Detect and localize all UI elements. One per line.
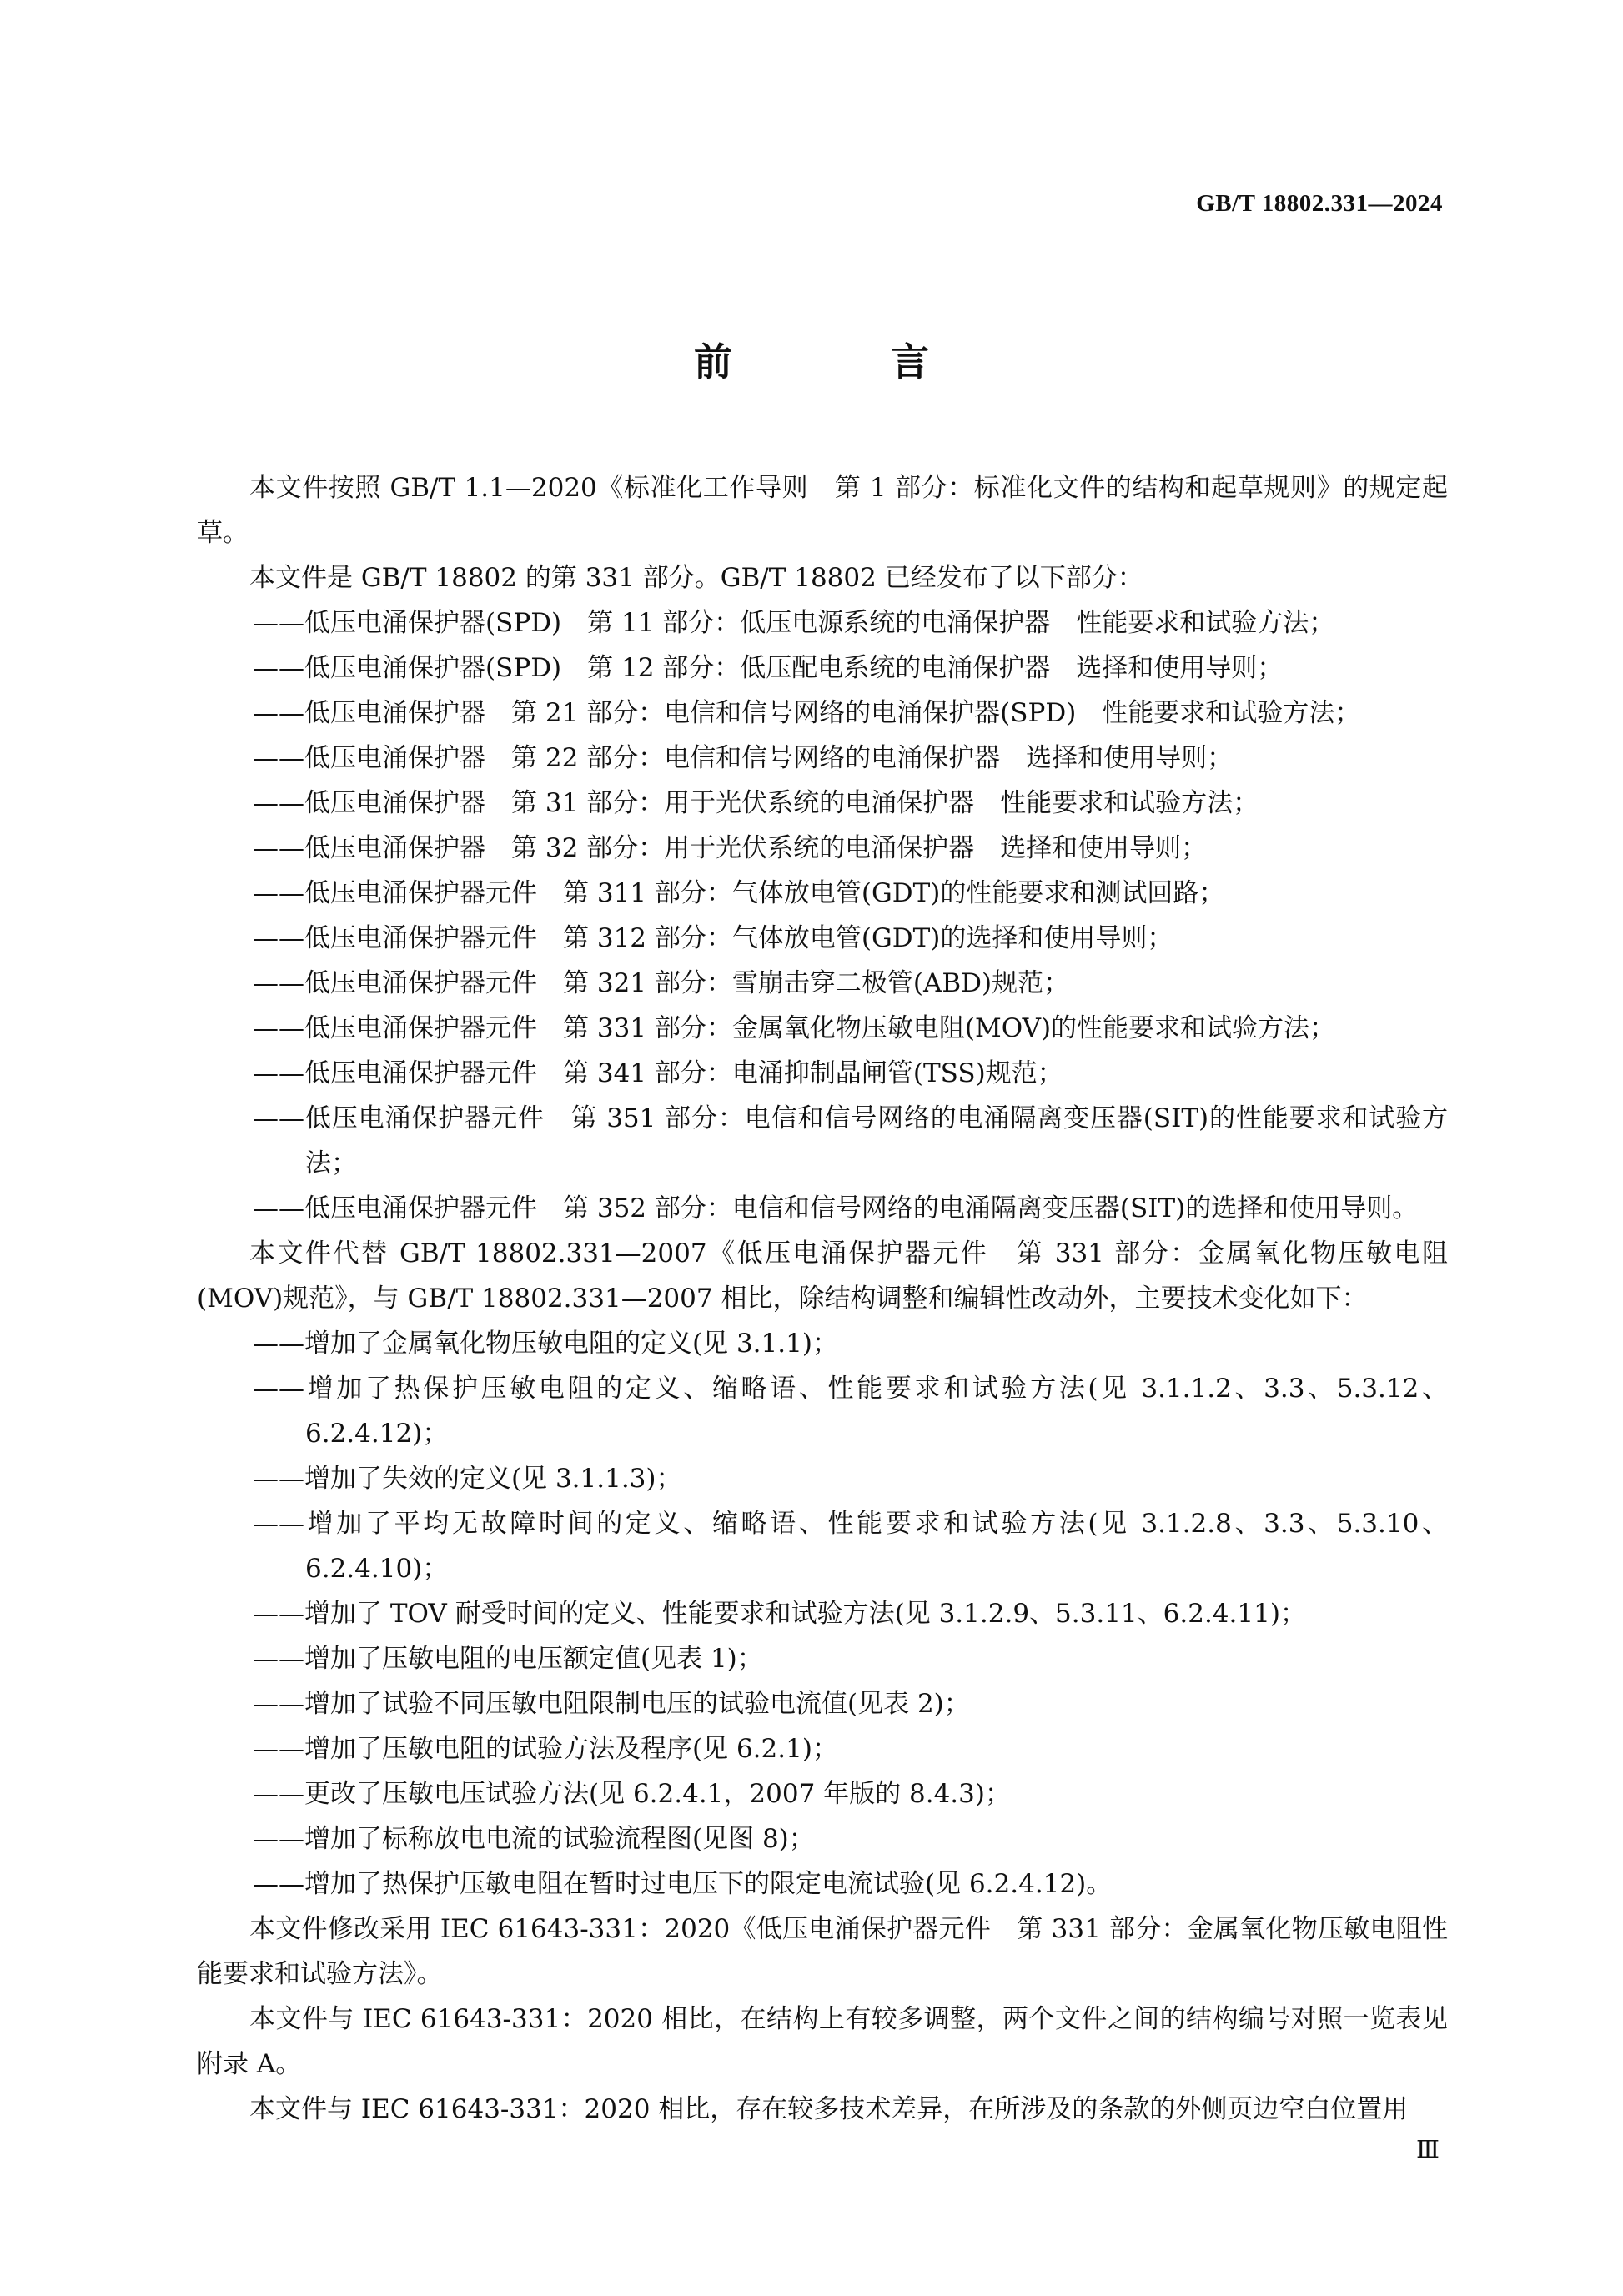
list-item: ——增加了标称放电电流的试验流程图(见图 8)； [253, 1824, 815, 1854]
paragraph-replaces: 本文件代替 GB/T 18802.331—2007《低压电涌保护器元件 第 331 部分：金属氧化物压敏电阻(MOV)规范》，与 GB/T 18802.331—2007 相比，除结构调整和编辑性改动外，主要技术变化如下： [197, 1238, 1448, 1314]
list-item: ——低压电涌保护器元件 第 352 部分：电信和信号网络的电涌隔离变压器(SIT)的选择和使用导则。 [253, 1193, 1419, 1223]
document-body [197, 465, 1448, 2132]
changes-list [197, 1321, 1448, 1907]
list-item: ——增加了热保护压敏电阻在暂时过电压下的限定电流试验(见 6.2.4.12)。 [253, 1869, 1113, 1899]
list-item: ——增加了 TOV 耐受时间的定义、性能要求和试验方法(见 3.1.2.9、5.3.11、6.2.4.11)； [253, 1599, 1306, 1629]
list-item: ——增加了平均无故障时间的定义、缩略语、性能要求和试验方法(见 3.1.2.8、3.3、5.3.10、6.2.4.10)； [253, 1509, 1448, 1584]
page-number: Ⅲ [1416, 2137, 1440, 2163]
paragraph-drafting-basis: 本文件按照 GB/T 1.1—2020《标准化工作导则 第 1 部分：标准化文件的结构和起草规则》的规定起草。 [197, 473, 1448, 548]
list-item: ——增加了失效的定义(见 3.1.1.3)； [253, 1464, 682, 1494]
list-item: ——低压电涌保护器 第 31 部分：用于光伏系统的电涌保护器 性能要求和试验方法； [253, 788, 1259, 818]
list-item: ——低压电涌保护器 第 22 部分：电信和信号网络的电涌保护器 选择和使用导则； [253, 743, 1234, 773]
list-item: ——增加了试验不同压敏电阻限制电压的试验电流值(见表 2)； [253, 1689, 970, 1719]
list-item: ——增加了压敏电阻的试验方法及程序(见 6.2.1)； [253, 1734, 838, 1764]
document-number: GB/T 18802.331—2024 [1196, 190, 1443, 217]
paragraph-structure-adjustment: 本文件与 IEC 61643-331：2020 相比，在结构上有较多调整，两个文件之间的结构编号对照一览表见附录 A。 [197, 2004, 1448, 2079]
parts-list [197, 600, 1448, 1231]
list-item: ——低压电涌保护器(SPD) 第 12 部分：低压配电系统的电涌保护器 选择和使用导则； [253, 653, 1284, 683]
list-item: ——更改了压敏电压试验方法(见 6.2.4.1，2007 年版的 8.4.3)； [253, 1779, 1011, 1809]
list-item: ——低压电涌保护器元件 第 331 部分：金属氧化物压敏电阻(MOV)的性能要求和试验方法； [253, 1013, 1336, 1043]
list-item: ——低压电涌保护器元件 第 312 部分：气体放电管(GDT)的选择和使用导则； [253, 923, 1173, 953]
list-item: ——低压电涌保护器元件 第 311 部分：气体放电管(GDT)的性能要求和测试回路； [253, 878, 1225, 908]
list-item: ——增加了金属氧化物压敏电阻的定义(见 3.1.1)； [253, 1329, 838, 1359]
paragraph-technical-differences: 本文件与 IEC 61643-331：2020 相比，存在较多技术差异，在所涉及的条款的外侧页边空白位置用 [249, 2094, 1409, 2124]
list-item: ——增加了热保护压敏电阻的定义、缩略语、性能要求和试验方法(见 3.1.1.2、3.3、5.3.12、6.2.4.12)； [253, 1374, 1448, 1449]
list-item: ——低压电涌保护器元件 第 321 部分：雪崩击穿二极管(ABD)规范； [253, 968, 1070, 998]
list-item: ——低压电涌保护器元件 第 341 部分：电涌抑制晶闸管(TSS)规范； [253, 1058, 1063, 1088]
list-item: ——低压电涌保护器 第 21 部分：电信和信号网络的电涌保护器(SPD) 性能要求和试验方法； [253, 698, 1361, 728]
paragraph-modified-adoption: 本文件修改采用 IEC 61643-331：2020《低压电涌保护器元件 第 331 部分：金属氧化物压敏电阻性能要求和试验方法》。 [197, 1914, 1448, 1989]
list-item: ——低压电涌保护器元件 第 351 部分：电信和信号网络的电涌隔离变压器(SIT)的性能要求和试验方法； [253, 1103, 1448, 1178]
paragraph-series-parts: 本文件是 GB/T 18802 的第 331 部分。GB/T 18802 已经发布了以下部分： [249, 563, 1143, 593]
list-item: ——增加了压敏电阻的电压额定值(见表 1)； [253, 1644, 763, 1674]
list-item: ——低压电涌保护器(SPD) 第 11 部分：低压电源系统的电涌保护器 性能要求和试验方法； [253, 608, 1335, 638]
list-item: ——低压电涌保护器 第 32 部分：用于光伏系统的电涌保护器 选择和使用导则； [253, 833, 1208, 863]
page-title: 前 言 [694, 339, 989, 384]
